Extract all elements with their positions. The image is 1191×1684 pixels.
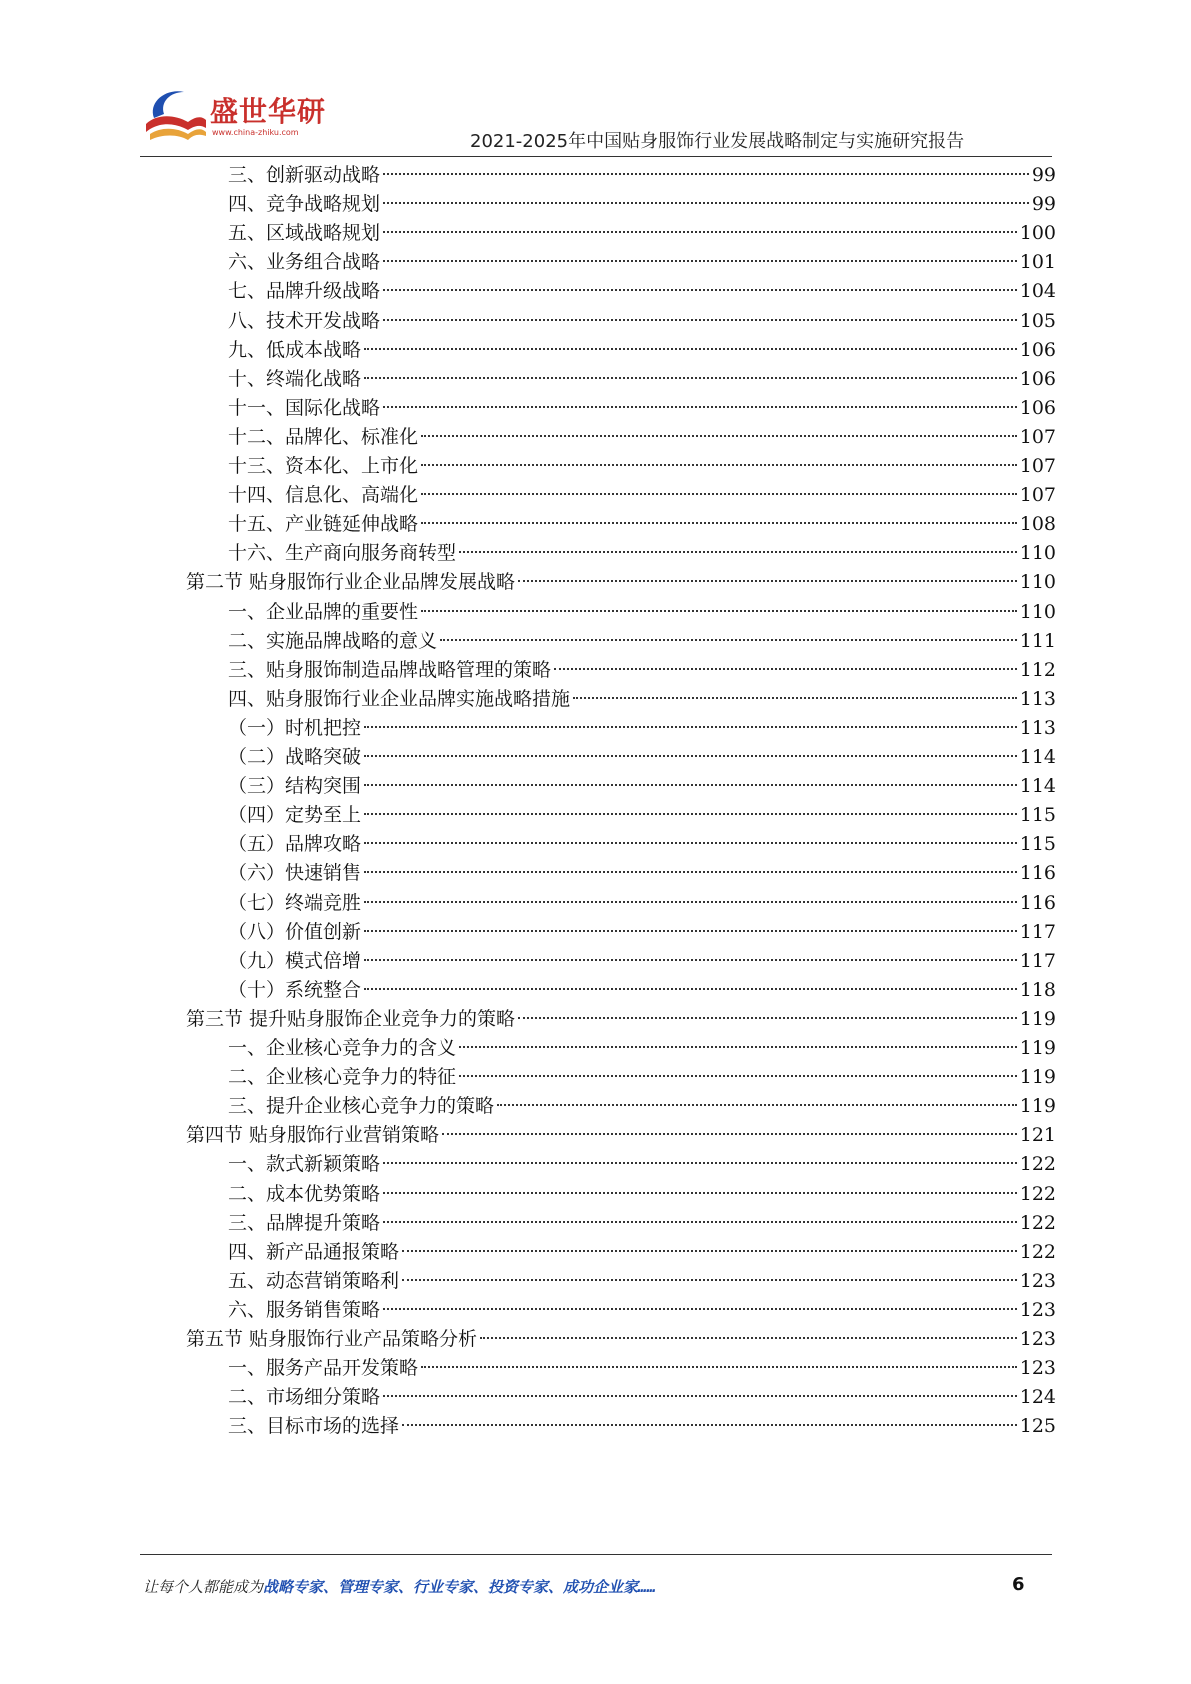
toc-entry-page: 122 <box>1019 1240 1056 1263</box>
toc-dot-leader <box>383 405 1017 408</box>
toc-dot-leader <box>421 1365 1017 1368</box>
toc-entry[interactable] <box>228 1237 1056 1268</box>
toc-entry-title: （六）快速销售 <box>228 862 362 885</box>
toc-dot-leader <box>383 201 1029 204</box>
toc-entry[interactable] <box>228 1208 1056 1239</box>
toc-entry[interactable] <box>228 247 1056 278</box>
toc-entry-page: 106 <box>1019 396 1056 419</box>
logo-emblem-icon <box>140 84 208 146</box>
page-number: 6 <box>1012 1574 1025 1595</box>
toc-entry-page: 110 <box>1019 571 1056 594</box>
toc-dot-leader <box>421 521 1017 524</box>
toc-entry[interactable] <box>186 1004 1056 1035</box>
toc-entry-title: 三、品牌提升策略 <box>228 1211 381 1234</box>
toc-dot-leader <box>364 783 1017 786</box>
toc-dot-leader <box>518 1016 1017 1019</box>
toc-entry-title: 二、成本优势策略 <box>228 1182 381 1205</box>
toc-entry[interactable] <box>228 1266 1056 1297</box>
toc-entry[interactable] <box>228 946 1056 977</box>
toc-entry-page: 119 <box>1019 1066 1056 1089</box>
company-logo <box>140 84 327 148</box>
toc-entry[interactable] <box>228 858 1056 889</box>
toc-dot-leader <box>442 1132 1017 1135</box>
toc-entry-page: 123 <box>1019 1269 1056 1292</box>
toc-entry[interactable] <box>228 393 1056 424</box>
toc-entry[interactable] <box>228 306 1056 337</box>
toc-entry-title: 十、终端化战略 <box>228 367 362 390</box>
toc-entry-title: 十六、生产商向服务商转型 <box>228 542 457 565</box>
toc-dot-leader <box>383 1191 1017 1194</box>
toc-entry[interactable] <box>228 276 1056 307</box>
toc-entry-page: 117 <box>1019 920 1056 943</box>
toc-dot-leader <box>364 347 1017 350</box>
toc-entry-title: 一、服务产品开发策略 <box>228 1357 419 1380</box>
toc-entry-page: 100 <box>1019 222 1056 245</box>
toc-dot-leader <box>402 1278 1017 1281</box>
toc-entry-title: 七、品牌升级战略 <box>228 280 381 303</box>
toc-entry-title: 六、服务销售策略 <box>228 1298 381 1321</box>
toc-entry-page: 114 <box>1019 746 1056 768</box>
toc-dot-leader <box>518 579 1017 582</box>
toc-dot-leader <box>383 1394 1017 1397</box>
toc-entry-page: 122 <box>1019 1182 1056 1205</box>
toc-entry-page: 115 <box>1019 833 1056 856</box>
toc-entry-title: 六、业务组合战略 <box>228 251 381 274</box>
toc-dot-leader <box>440 638 1017 641</box>
toc-entry[interactable] <box>228 451 1056 482</box>
toc-entry-page: 124 <box>1019 1386 1056 1409</box>
header-divider <box>140 156 1052 157</box>
toc-dot-leader <box>383 230 1017 233</box>
toc-entry[interactable] <box>228 1062 1056 1093</box>
toc-entry-page: 116 <box>1019 862 1056 885</box>
toc-entry-title: 三、目标市场的选择 <box>228 1415 400 1438</box>
toc-entry[interactable] <box>186 1120 1056 1151</box>
toc-entry-page: 118 <box>1019 978 1056 1001</box>
toc-dot-leader <box>364 900 1017 903</box>
toc-dot-leader <box>364 987 1017 990</box>
toc-entry[interactable] <box>228 829 1056 860</box>
toc-entry[interactable] <box>228 480 1056 511</box>
toc-entry-title: 五、区域战略规划 <box>228 222 381 245</box>
toc-dot-leader <box>554 667 1017 670</box>
toc-entry-page: 119 <box>1019 1095 1056 1118</box>
toc-dot-leader <box>421 609 1017 612</box>
toc-entry-title: （九）模式倍增 <box>228 949 362 972</box>
toc-entry-title: 第四节 贴身服饰行业营销策略 <box>186 1124 440 1147</box>
toc-entry-title: 十一、国际化战略 <box>228 396 381 419</box>
toc-entry-page: 101 <box>1019 251 1056 274</box>
toc-entry[interactable] <box>228 626 1056 657</box>
toc-entry[interactable] <box>228 1091 1056 1122</box>
toc-entry-title: 十二、品牌化、标准化 <box>228 425 419 448</box>
toc-entry-page: 121 <box>1019 1124 1056 1147</box>
toc-dot-leader <box>364 958 1017 961</box>
footer-divider <box>140 1554 1052 1555</box>
toc-entry-title: （一）时机把控 <box>228 716 362 739</box>
toc-entry-title: 第五节 贴身服饰行业产品策略分析 <box>186 1328 478 1350</box>
toc-entry-title: 十四、信息化、高端化 <box>228 484 419 507</box>
toc-dot-leader <box>421 463 1017 466</box>
toc-entry[interactable] <box>228 160 1056 191</box>
toc-entry-title: 三、提升企业核心竞争力的策略 <box>228 1095 495 1118</box>
toc-entry[interactable] <box>228 364 1056 395</box>
toc-entry[interactable] <box>228 917 1056 948</box>
toc-entry-page: 113 <box>1019 687 1056 710</box>
toc-entry[interactable] <box>228 335 1056 366</box>
toc-entry-page: 104 <box>1019 280 1056 303</box>
toc-entry-title: 四、竞争战略规划 <box>228 193 381 216</box>
slogan-prefix: 让每个人都能成为 <box>143 1578 264 1596</box>
toc-entry-title: （十）系统整合 <box>228 978 362 1001</box>
toc-entry-page: 105 <box>1019 309 1056 332</box>
toc-entry-title: （四）定势至上 <box>228 804 362 827</box>
toc-entry-title: （七）终端竞胜 <box>228 891 362 914</box>
toc-dot-leader <box>383 172 1029 175</box>
toc-entry[interactable] <box>228 1149 1056 1180</box>
toc-entry-title: 八、技术开发战略 <box>228 309 381 332</box>
toc-entry[interactable] <box>228 800 1056 831</box>
toc-dot-leader <box>497 1103 1017 1106</box>
toc-entry-title: 十五、产业链延伸战略 <box>228 513 419 536</box>
toc-entry-title: 第二节 贴身服饰行业企业品牌发展战略 <box>186 571 516 594</box>
toc-entry-page: 108 <box>1019 513 1056 536</box>
toc-entry-page: 107 <box>1019 484 1056 507</box>
toc-entry-page: 107 <box>1019 455 1056 477</box>
toc-entry-title: （二）战略突破 <box>228 746 362 768</box>
toc-dot-leader <box>402 1249 1017 1252</box>
toc-entry[interactable] <box>228 509 1056 540</box>
toc-entry-page: 122 <box>1019 1153 1056 1176</box>
toc-entry-title: 十三、资本化、上市化 <box>228 455 419 477</box>
toc-entry[interactable] <box>228 597 1056 628</box>
toc-entry-page: 113 <box>1019 716 1056 739</box>
toc-dot-leader <box>459 1074 1017 1077</box>
toc-entry[interactable] <box>228 189 1056 220</box>
toc-dot-leader <box>364 929 1017 932</box>
toc-dot-leader <box>364 754 1017 757</box>
toc-entry[interactable] <box>186 1324 1056 1355</box>
toc-entry[interactable] <box>228 975 1056 1006</box>
toc-entry-page: 110 <box>1019 600 1056 623</box>
toc-entry[interactable] <box>228 1353 1056 1384</box>
toc-entry[interactable] <box>228 713 1056 744</box>
page-header <box>0 0 1191 160</box>
toc-entry-title: 第三节 提升贴身服饰企业竞争力的策略 <box>186 1007 516 1030</box>
toc-dot-leader <box>364 376 1017 379</box>
footer-slogan <box>143 1576 656 1597</box>
toc-dot-leader <box>402 1423 1017 1426</box>
toc-entry[interactable] <box>228 888 1056 919</box>
toc-entry-page: 125 <box>1019 1415 1056 1438</box>
toc-entry-title: 四、贴身服饰行业企业品牌实施战略措施 <box>228 687 571 710</box>
toc-entry[interactable] <box>228 1295 1056 1326</box>
toc-entry[interactable] <box>228 218 1056 249</box>
report-title: 2021-2025年中国贴身服饰行业发展战略制定与实施研究报告 <box>470 131 965 152</box>
toc-entry-page: 117 <box>1019 949 1056 972</box>
toc-entry-title: （三）结构突围 <box>228 775 362 798</box>
toc-dot-leader <box>364 812 1017 815</box>
toc-entry-title: 一、企业品牌的重要性 <box>228 600 419 623</box>
toc-dot-leader <box>421 492 1017 495</box>
toc-entry-page: 99 <box>1031 193 1056 216</box>
toc-entry-page: 115 <box>1019 804 1056 827</box>
toc-entry-page: 112 <box>1019 658 1056 681</box>
toc-dot-leader <box>364 870 1017 873</box>
toc-dot-leader <box>383 1307 1017 1310</box>
toc-dot-leader <box>459 550 1017 553</box>
toc-dot-leader <box>383 318 1017 321</box>
toc-entry-title: 二、实施品牌战略的意义 <box>228 629 438 652</box>
toc-entry[interactable] <box>228 422 1056 453</box>
toc-entry-page: 110 <box>1019 542 1056 565</box>
toc-entry-title: 五、动态营销策略利 <box>228 1269 400 1292</box>
toc-entry-title: 一、款式新颖策略 <box>228 1153 381 1176</box>
toc-entry-title: 九、低成本战略 <box>228 338 362 361</box>
toc-entry-title: 一、企业核心竞争力的含义 <box>228 1037 457 1059</box>
toc-dot-leader <box>421 434 1017 437</box>
toc-entry-title: 三、贴身服饰制造品牌战略管理的策略 <box>228 658 552 681</box>
toc-entry-page: 123 <box>1019 1298 1056 1321</box>
toc-entry[interactable] <box>228 538 1056 569</box>
toc-entry[interactable] <box>228 771 1056 802</box>
slogan-highlight: 战略专家、管理专家、行业专家、投资专家、成功企业家…… <box>263 1578 657 1596</box>
toc-entry-title: 二、市场细分策略 <box>228 1386 381 1409</box>
toc-entry-title: 二、企业核心竞争力的特征 <box>228 1066 457 1089</box>
toc-entry-title: （八）价值创新 <box>228 920 362 943</box>
toc-dot-leader <box>480 1336 1017 1339</box>
toc-dot-leader <box>383 1220 1017 1223</box>
toc-dot-leader <box>573 696 1017 699</box>
toc-entry[interactable] <box>228 655 1056 686</box>
toc-entry[interactable] <box>186 567 1056 598</box>
toc-entry[interactable] <box>228 1382 1056 1413</box>
toc-entry-page: 119 <box>1019 1037 1056 1059</box>
toc-entry[interactable] <box>228 1179 1056 1210</box>
toc-dot-leader <box>459 1045 1017 1048</box>
toc-entry-page: 106 <box>1019 367 1056 390</box>
toc-entry-title: （五）品牌攻略 <box>228 833 362 856</box>
toc-entry-page: 123 <box>1019 1328 1056 1350</box>
toc-entry-title: 四、新产品通报策略 <box>228 1240 400 1263</box>
toc-entry-title: 三、创新驱动战略 <box>228 164 381 186</box>
toc-entry-page: 119 <box>1019 1007 1056 1030</box>
toc-entry-page: 123 <box>1019 1357 1056 1380</box>
logo-brand-name: 盛世华研 <box>210 95 327 128</box>
toc-entry[interactable] <box>228 684 1056 715</box>
toc-dot-leader <box>383 259 1017 262</box>
toc-entry[interactable] <box>228 1411 1056 1442</box>
logo-url: www.china-zhiku.com <box>212 128 299 137</box>
toc-dot-leader <box>383 288 1017 291</box>
toc-dot-leader <box>364 841 1017 844</box>
toc-entry[interactable] <box>228 1033 1056 1064</box>
toc-entry-page: 114 <box>1019 775 1056 798</box>
toc-dot-leader <box>383 1161 1017 1164</box>
toc-entry-page: 122 <box>1019 1211 1056 1234</box>
toc-entry-page: 116 <box>1019 891 1056 914</box>
toc-entry-page: 106 <box>1019 338 1056 361</box>
toc-entry-page: 111 <box>1019 629 1056 652</box>
toc-entry[interactable] <box>228 742 1056 773</box>
toc-entry-page: 99 <box>1031 164 1056 186</box>
toc-dot-leader <box>364 725 1017 728</box>
toc-entry-page: 107 <box>1019 425 1056 448</box>
